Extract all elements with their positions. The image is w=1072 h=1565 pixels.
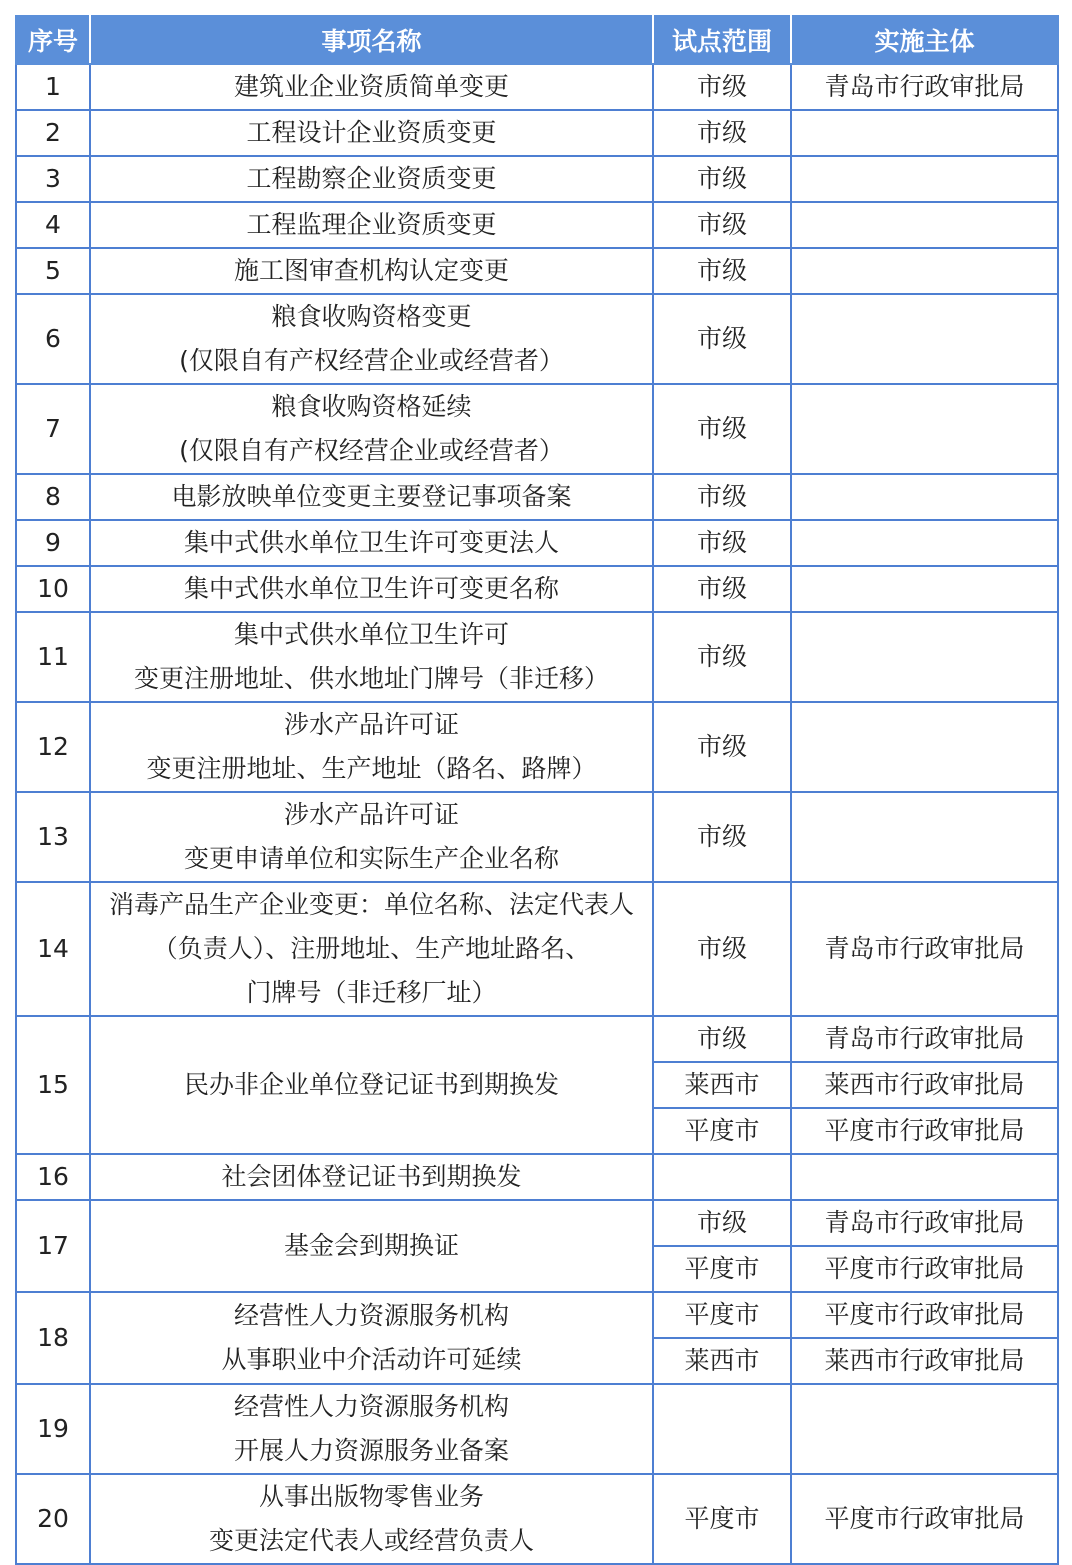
table-row <box>16 248 1058 294</box>
pilot-scope-cell: 市级 <box>653 294 791 384</box>
implementing-body-cell <box>791 384 1058 474</box>
row-number-cell: 4 <box>16 202 90 248</box>
implementing-body-cell: 平度市行政审批局 <box>791 1246 1058 1292</box>
table-row <box>16 612 1058 702</box>
implementing-body-cell: 莱西市行政审批局 <box>791 1062 1058 1108</box>
table-row <box>16 64 1058 110</box>
item-name-cell <box>90 702 653 792</box>
table-row <box>16 474 1058 520</box>
implementing-body-cell <box>791 566 1058 612</box>
table-row <box>16 156 1058 202</box>
table-row <box>16 792 1058 882</box>
item-name-line: 从事职业中介活动许可延续 <box>221 1345 522 1374</box>
row-number-cell: 12 <box>16 702 90 792</box>
implementing-body-cell: 莱西市行政审批局 <box>791 1338 1058 1384</box>
item-name-cell <box>90 294 653 384</box>
item-name-line: （负责人）、注册地址、生产地址路名、 <box>152 934 591 963</box>
item-name-line: 建筑业企业资质简单变更 <box>233 72 509 101</box>
item-name-cell <box>90 612 653 702</box>
item-name-cell <box>90 1384 653 1474</box>
implementing-body-cell <box>791 474 1058 520</box>
item-name-line: 社会团体登记证书到期换发 <box>221 1162 522 1191</box>
row-number-cell: 14 <box>16 882 90 1016</box>
pilot-scope-cell: 市级 <box>653 474 791 520</box>
item-name-cell <box>90 1200 653 1292</box>
item-name-line: 经营性人力资源服务机构 <box>233 1392 509 1421</box>
row-number-cell: 20 <box>16 1474 90 1564</box>
row-number-cell: 19 <box>16 1384 90 1474</box>
item-name-cell <box>90 1154 653 1200</box>
implementing-body-cell <box>791 248 1058 294</box>
pilot-items-table <box>15 15 1059 1565</box>
implementing-body-cell: 青岛市行政审批局 <box>791 1200 1058 1246</box>
item-name-line: 经营性人力资源服务机构 <box>233 1301 509 1330</box>
item-name-line: 民办非企业单位登记证书到期换发 <box>183 1070 559 1099</box>
pilot-scope-cell: 市级 <box>653 64 791 110</box>
item-name-line: 工程设计企业资质变更 <box>246 118 497 147</box>
pilot-scope-cell: 市级 <box>653 248 791 294</box>
pilot-scope-cell: 市级 <box>653 792 791 882</box>
item-name-line: 从事出版物零售业务 <box>258 1482 484 1511</box>
item-name-line: 涉水产品许可证 <box>283 710 459 739</box>
item-name-line: 电影放映单位变更主要登记事项备案 <box>171 482 572 511</box>
item-name-cell <box>90 110 653 156</box>
row-number-cell: 6 <box>16 294 90 384</box>
implementing-body-cell <box>791 1384 1058 1474</box>
table-body <box>16 64 1058 1564</box>
item-name-line: 基金会到期换证 <box>283 1231 459 1260</box>
item-name-cell <box>90 792 653 882</box>
implementing-body-cell <box>791 792 1058 882</box>
item-name-line: 变更注册地址、生产地址（路名、路牌） <box>146 754 597 783</box>
row-number-cell: 11 <box>16 612 90 702</box>
implementing-body-cell <box>791 1154 1058 1200</box>
item-name-cell <box>90 384 653 474</box>
implementing-body-cell <box>791 202 1058 248</box>
item-name-cell <box>90 1016 653 1154</box>
item-name-line: 消毒产品生产企业变更：单位名称、法定代表人 <box>108 890 634 919</box>
item-name-line: 施工图审查机构认定变更 <box>233 256 509 285</box>
table-row <box>16 110 1058 156</box>
row-number-cell: 5 <box>16 248 90 294</box>
row-number-cell: 17 <box>16 1200 90 1292</box>
table-row <box>16 520 1058 566</box>
implementing-body-cell <box>791 520 1058 566</box>
header-pilot-scope: 试点范围 <box>653 16 791 64</box>
item-name-line: 门牌号（非迁移厂址） <box>246 978 497 1007</box>
implementing-body-cell: 青岛市行政审批局 <box>791 1016 1058 1062</box>
implementing-body-cell <box>791 702 1058 792</box>
pilot-scope-cell: 市级 <box>653 156 791 202</box>
row-number-cell: 16 <box>16 1154 90 1200</box>
item-name-line: 涉水产品许可证 <box>283 800 459 829</box>
row-number-cell: 1 <box>16 64 90 110</box>
item-name-line: 集中式供水单位卫生许可变更名称 <box>183 574 559 603</box>
item-name-line: (仅限自有产权经营企业或经营者） <box>179 346 564 375</box>
pilot-scope-cell: 市级 <box>653 1016 791 1062</box>
pilot-scope-cell: 市级 <box>653 1200 791 1246</box>
row-number-cell: 9 <box>16 520 90 566</box>
pilot-scope-cell: 市级 <box>653 882 791 1016</box>
row-number-cell: 2 <box>16 110 90 156</box>
table-row <box>16 1016 1058 1062</box>
pilot-scope-cell: 市级 <box>653 384 791 474</box>
pilot-scope-cell: 平度市 <box>653 1292 791 1338</box>
implementing-body-cell: 平度市行政审批局 <box>791 1474 1058 1564</box>
table-row <box>16 384 1058 474</box>
row-number-cell: 13 <box>16 792 90 882</box>
pilot-scope-cell <box>653 1154 791 1200</box>
implementing-body-cell: 青岛市行政审批局 <box>791 882 1058 1016</box>
item-name-line: 变更注册地址、供水地址门牌号（非迁移） <box>133 664 609 693</box>
item-name-cell <box>90 520 653 566</box>
header-number: 序号 <box>16 16 90 64</box>
implementing-body-cell: 青岛市行政审批局 <box>791 64 1058 110</box>
pilot-scope-cell: 莱西市 <box>653 1062 791 1108</box>
pilot-scope-cell: 平度市 <box>653 1474 791 1564</box>
table-row <box>16 1154 1058 1200</box>
implementing-body-cell <box>791 612 1058 702</box>
table-row <box>16 702 1058 792</box>
table-row <box>16 202 1058 248</box>
header-implementing-body: 实施主体 <box>791 16 1058 64</box>
pilot-scope-cell: 市级 <box>653 612 791 702</box>
item-name-line: 工程勘察企业资质变更 <box>246 164 497 193</box>
item-name-cell <box>90 882 653 1016</box>
pilot-scope-cell: 平度市 <box>653 1246 791 1292</box>
implementing-body-cell <box>791 294 1058 384</box>
implementing-body-cell <box>791 110 1058 156</box>
table-row <box>16 566 1058 612</box>
item-name-line: 集中式供水单位卫生许可变更法人 <box>183 528 559 557</box>
item-name-cell <box>90 64 653 110</box>
item-name-cell <box>90 1474 653 1564</box>
item-name-line: 工程监理企业资质变更 <box>246 210 497 239</box>
table-row <box>16 1474 1058 1564</box>
pilot-scope-cell: 市级 <box>653 110 791 156</box>
row-number-cell: 15 <box>16 1016 90 1154</box>
pilot-scope-cell: 市级 <box>653 566 791 612</box>
item-name-cell <box>90 202 653 248</box>
item-name-cell <box>90 1292 653 1384</box>
item-name-line: 开展人力资源服务业备案 <box>233 1436 509 1465</box>
row-number-cell: 3 <box>16 156 90 202</box>
pilot-scope-cell: 市级 <box>653 520 791 566</box>
item-name-line: (仅限自有产权经营企业或经营者） <box>179 436 564 465</box>
pilot-scope-cell: 平度市 <box>653 1108 791 1154</box>
item-name-line: 粮食收购资格变更 <box>271 302 472 331</box>
table-row <box>16 882 1058 1016</box>
table-header-row <box>16 16 1058 64</box>
item-name-line: 粮食收购资格延续 <box>271 392 472 421</box>
item-name-line: 集中式供水单位卫生许可 <box>233 620 509 649</box>
table-row <box>16 1384 1058 1474</box>
implementing-body-cell <box>791 156 1058 202</box>
pilot-scope-cell: 市级 <box>653 202 791 248</box>
item-name-cell <box>90 474 653 520</box>
table-row <box>16 1292 1058 1338</box>
item-name-cell <box>90 248 653 294</box>
row-number-cell: 7 <box>16 384 90 474</box>
row-number-cell: 18 <box>16 1292 90 1384</box>
row-number-cell: 10 <box>16 566 90 612</box>
pilot-scope-cell: 莱西市 <box>653 1338 791 1384</box>
row-number-cell: 8 <box>16 474 90 520</box>
table-row <box>16 1200 1058 1246</box>
item-name-cell <box>90 156 653 202</box>
item-name-line: 变更法定代表人或经营负责人 <box>208 1526 534 1555</box>
item-name-cell <box>90 566 653 612</box>
header-item-name: 事项名称 <box>90 16 653 64</box>
implementing-body-cell: 平度市行政审批局 <box>791 1108 1058 1154</box>
pilot-scope-cell: 市级 <box>653 702 791 792</box>
implementing-body-cell: 平度市行政审批局 <box>791 1292 1058 1338</box>
table-container <box>15 15 1057 1565</box>
table-row <box>16 294 1058 384</box>
pilot-scope-cell <box>653 1384 791 1474</box>
item-name-line: 变更申请单位和实际生产企业名称 <box>183 844 559 873</box>
